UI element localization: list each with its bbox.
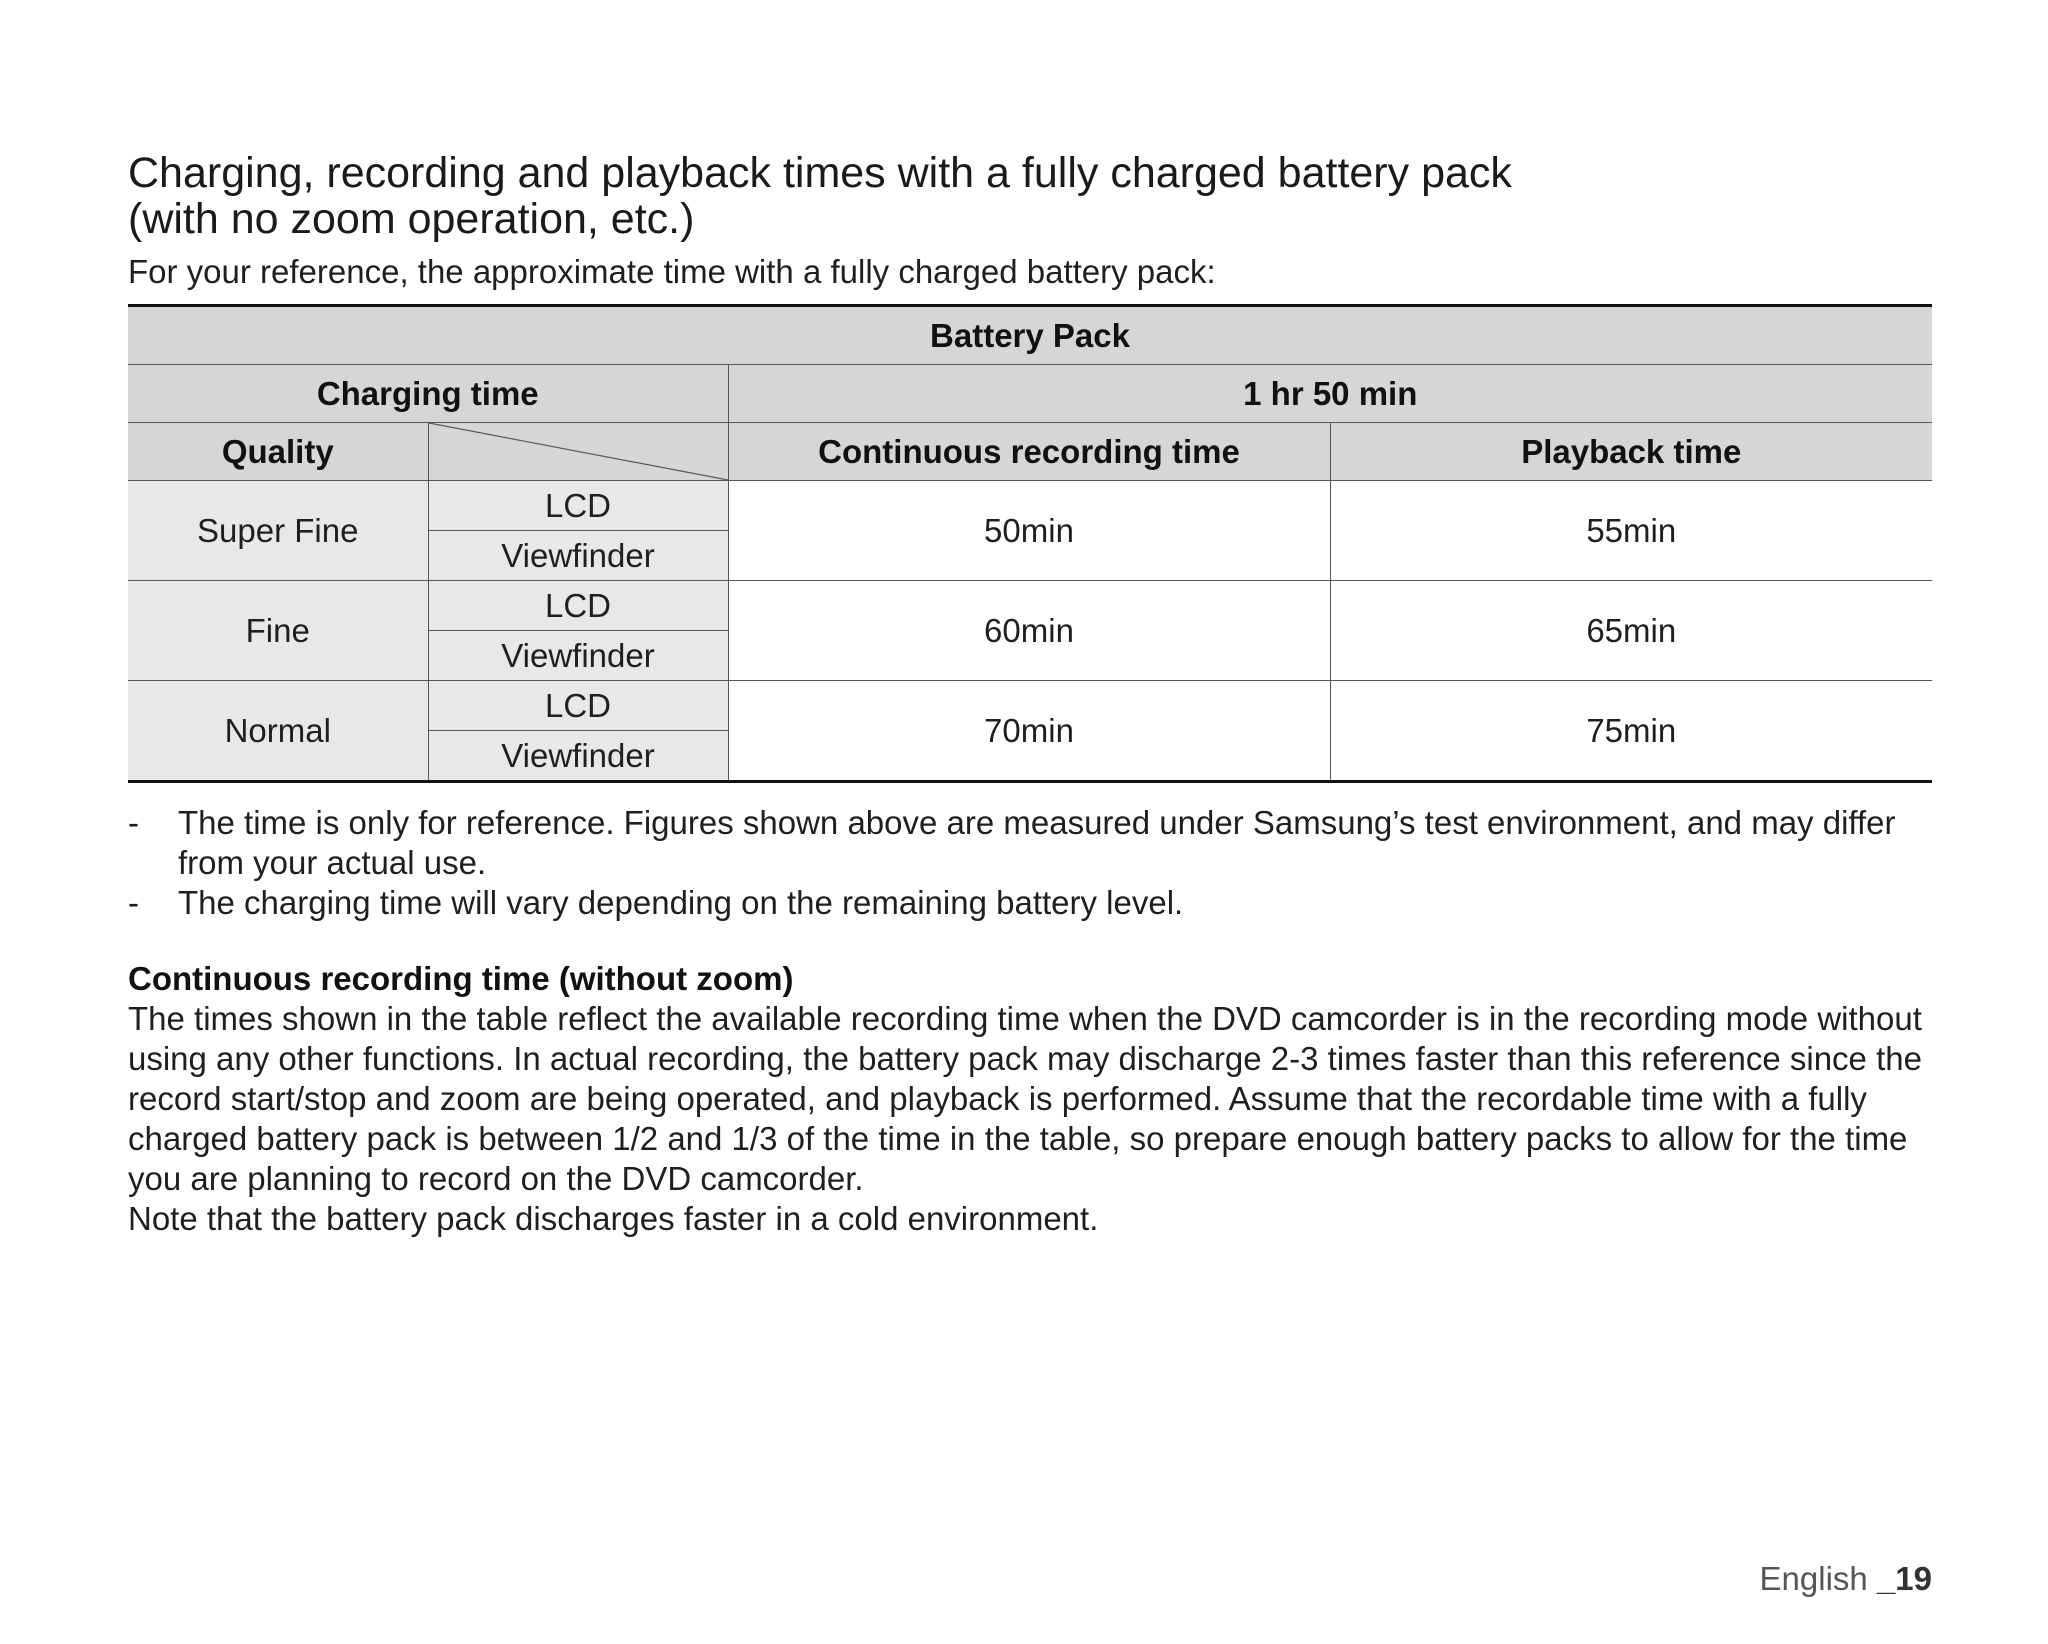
title-line-2: (with no zoom operation, etc.)	[128, 195, 695, 243]
recording-time-cell: 50min	[728, 481, 1330, 581]
table-row	[128, 581, 1932, 631]
section-note: Note that the battery pack discharges faster in a cold environment.	[128, 1200, 1099, 1237]
list-item	[128, 803, 1932, 883]
charging-time-label: Charging time	[128, 365, 728, 423]
table-header-battery-pack: Battery Pack	[128, 306, 1932, 365]
charging-time-value: 1 hr 50 min	[728, 365, 1932, 423]
dash-marker: -	[128, 884, 139, 921]
playback-time-cell: 75min	[1330, 681, 1932, 782]
footer-language: English	[1759, 1560, 1868, 1597]
title-line-1: Charging, recording and playback times with a fully charged battery pack	[128, 149, 1512, 197]
display-cell: Viewfinder	[428, 631, 728, 681]
table-row	[128, 681, 1932, 731]
diagonal-line	[429, 423, 728, 480]
page-title	[128, 150, 1932, 242]
page-number: _19	[1876, 1560, 1932, 1597]
quality-cell: Fine	[128, 581, 428, 681]
section-heading: Continuous recording time (without zoom)	[128, 960, 794, 997]
quality-label: Quality	[128, 423, 428, 481]
display-cell: Viewfinder	[428, 731, 728, 782]
list-item	[128, 883, 1932, 923]
column-header-recording: Continuous recording time	[728, 423, 1330, 481]
note-text: The charging time will vary depending on the remaining battery level.	[178, 884, 1184, 921]
subtitle: For your reference, the approximate time with a fully charged battery pack:	[128, 253, 1216, 290]
notes-list	[128, 803, 1932, 923]
playback-time-cell: 65min	[1330, 581, 1932, 681]
recording-time-cell: 70min	[728, 681, 1330, 782]
quality-cell: Super Fine	[128, 481, 428, 581]
dash-marker: -	[128, 804, 139, 841]
column-header-playback: Playback time	[1330, 423, 1932, 481]
battery-times-table	[128, 304, 1932, 783]
playback-time-cell: 55min	[1330, 481, 1932, 581]
table-row	[128, 481, 1932, 531]
display-cell: LCD	[428, 481, 728, 531]
quality-cell: Normal	[128, 681, 428, 782]
recording-time-cell: 60min	[728, 581, 1330, 681]
diagonal-header-cell	[428, 423, 728, 481]
display-cell: LCD	[428, 681, 728, 731]
section-paragraph: The times shown in the table reflect the available recording time when the DVD camcorder is in the recording mode without using any other functions. In actual recording, the battery pack may discharge 2-3 times faster than this reference since the record start/stop and zoom are being operated, and playback is performed. Assume that the recordable time with a fully charged battery pack is between 1/2 and 1/3 of the time in the table, so prepare enough battery packs to allow for the time you are planning to record on the DVD camcorder.	[128, 1000, 1922, 1197]
page-content	[128, 150, 1932, 1239]
display-cell: Viewfinder	[428, 531, 728, 581]
display-cell: LCD	[428, 581, 728, 631]
page-footer	[1760, 1560, 1932, 1598]
note-text: The time is only for reference. Figures shown above are measured under Samsung’s test environment, and may differ from your actual use.	[178, 804, 1896, 881]
